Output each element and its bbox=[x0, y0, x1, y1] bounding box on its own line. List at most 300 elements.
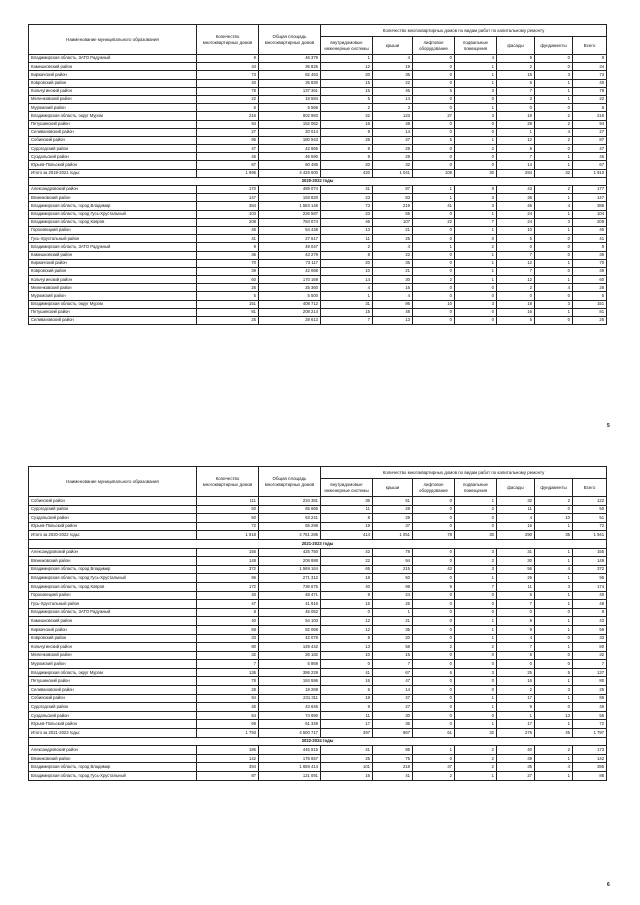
municipality-cell: Владимирская область, город Ковров bbox=[29, 582, 197, 591]
value-cell: 30 bbox=[497, 557, 535, 566]
value-cell: 27 bbox=[373, 703, 413, 712]
value-cell: 216 bbox=[197, 112, 259, 120]
table-row bbox=[29, 259, 607, 267]
table-body-page-6 bbox=[29, 497, 607, 781]
value-cell: 56 bbox=[497, 565, 535, 574]
value-cell: 967 bbox=[373, 729, 413, 738]
value-cell: 4 bbox=[535, 202, 573, 210]
value-cell: 32 bbox=[373, 161, 413, 169]
municipality-cell: Петушинский район bbox=[29, 677, 197, 686]
value-cell: 386 bbox=[573, 202, 607, 210]
value-cell: 0 bbox=[535, 104, 573, 112]
value-cell: 0 bbox=[535, 317, 573, 325]
value-cell: 8 bbox=[321, 251, 373, 259]
value-cell: 1 bbox=[455, 694, 497, 703]
table-row bbox=[29, 763, 607, 772]
value-cell: 36 bbox=[573, 251, 607, 259]
value-cell: 0 bbox=[455, 292, 497, 300]
value-cell: 12 bbox=[321, 617, 373, 626]
value-cell: 13 bbox=[373, 317, 413, 325]
value-cell: 20 bbox=[321, 259, 373, 267]
value-cell: 136 bbox=[197, 668, 259, 677]
value-cell: 25 bbox=[321, 136, 373, 144]
value-cell: 142 bbox=[573, 754, 607, 763]
table-row bbox=[29, 218, 607, 226]
value-cell: 0 bbox=[535, 243, 573, 251]
value-cell: 1 bbox=[455, 574, 497, 583]
value-cell: 155 bbox=[197, 548, 259, 557]
value-cell: 40 bbox=[573, 79, 607, 87]
value-cell: 6 bbox=[573, 104, 607, 112]
municipality-cell: Селивановский район bbox=[29, 128, 197, 136]
value-cell: 0 bbox=[413, 634, 455, 643]
value-cell: 20 bbox=[373, 634, 413, 643]
value-cell: 73 bbox=[321, 202, 373, 210]
value-cell: 31 bbox=[497, 548, 535, 557]
value-cell: 47 bbox=[197, 145, 259, 153]
value-cell: 32 bbox=[455, 729, 497, 738]
municipality-cell: Владимирская область, округ Муром bbox=[29, 300, 197, 308]
value-cell: 4 bbox=[535, 128, 573, 136]
table-row bbox=[29, 202, 607, 210]
value-cell: 2 bbox=[535, 112, 573, 120]
value-cell: 25 bbox=[321, 754, 373, 763]
value-cell: 0 bbox=[455, 128, 497, 136]
table-row bbox=[29, 548, 607, 557]
table-row bbox=[29, 514, 607, 523]
value-cell: 16 bbox=[497, 677, 535, 686]
value-cell: 36 bbox=[373, 720, 413, 729]
value-cell: 47 bbox=[573, 145, 607, 153]
value-cell: 1 bbox=[497, 128, 535, 136]
value-cell: 1 bbox=[455, 497, 497, 506]
value-cell: 3 bbox=[535, 71, 573, 79]
value-cell: 9 bbox=[413, 582, 455, 591]
table-row bbox=[29, 677, 607, 686]
value-cell: 18 bbox=[497, 300, 535, 308]
header-basements: подвальные помещения bbox=[455, 37, 497, 55]
table-row bbox=[29, 186, 607, 194]
value-cell: 54 103 bbox=[259, 617, 321, 626]
value-cell: 5 bbox=[413, 136, 455, 144]
value-cell: 0 bbox=[455, 677, 497, 686]
value-cell: 36 bbox=[373, 259, 413, 267]
value-cell: 9 bbox=[197, 243, 259, 251]
value-cell: 7 bbox=[497, 600, 535, 609]
value-cell: 6 bbox=[197, 104, 259, 112]
value-cell: 1 bbox=[535, 276, 573, 284]
value-cell: 0 bbox=[535, 651, 573, 660]
header-area: Общая площадь многоквартирных домов bbox=[259, 25, 321, 55]
value-cell: 6 bbox=[321, 686, 373, 695]
municipality-cell: Камешковский район bbox=[29, 251, 197, 259]
value-cell: 46 379 bbox=[259, 55, 321, 63]
value-cell: 16 bbox=[321, 677, 373, 686]
value-cell: 24 bbox=[497, 218, 535, 226]
value-cell: 1 bbox=[535, 161, 573, 169]
value-cell: 0 bbox=[413, 71, 455, 79]
value-cell: 0 bbox=[497, 660, 535, 669]
value-cell: 78 bbox=[197, 677, 259, 686]
value-cell: 10 bbox=[321, 267, 373, 275]
value-cell: 43 bbox=[573, 617, 607, 626]
value-cell: 0 bbox=[413, 617, 455, 626]
value-cell: 40 bbox=[197, 79, 259, 87]
value-cell: 6 bbox=[497, 591, 535, 600]
value-cell: 0 bbox=[455, 284, 497, 292]
value-cell: 8 bbox=[197, 608, 259, 617]
value-cell: 8 bbox=[321, 514, 373, 523]
value-cell: 27 bbox=[413, 112, 455, 120]
section-label: 2022-2024 годы bbox=[29, 737, 607, 746]
table-row bbox=[29, 292, 607, 300]
value-cell: 3 bbox=[455, 112, 497, 120]
value-cell: 25 bbox=[573, 317, 607, 325]
value-cell: 29 bbox=[373, 145, 413, 153]
municipality-cell: Гусь-Хрустальный район bbox=[29, 235, 197, 243]
value-cell: 40 bbox=[197, 591, 259, 600]
table-row bbox=[29, 772, 607, 781]
value-cell: 231 311 bbox=[259, 694, 321, 703]
value-cell: 27 bbox=[197, 128, 259, 136]
value-cell: 208 214 bbox=[259, 308, 321, 316]
value-cell: 20 bbox=[321, 161, 373, 169]
value-cell: 46 bbox=[373, 87, 413, 95]
value-cell: 1 041 bbox=[373, 169, 413, 177]
value-cell: 32 bbox=[497, 497, 535, 506]
value-cell: 7 bbox=[321, 317, 373, 325]
value-cell: 55 bbox=[573, 711, 607, 720]
value-cell: 25 bbox=[497, 668, 535, 677]
value-cell: 19 bbox=[497, 112, 535, 120]
value-cell: 736 675 bbox=[259, 582, 321, 591]
value-cell: 0 bbox=[535, 608, 573, 617]
value-cell: 0 bbox=[535, 660, 573, 669]
value-cell: 9 bbox=[321, 591, 373, 600]
value-cell: 0 bbox=[413, 660, 455, 669]
value-cell: 8 bbox=[321, 145, 373, 153]
value-cell: 2 bbox=[535, 746, 573, 755]
municipality-cell: Камешковский район bbox=[29, 617, 197, 626]
value-cell: 0 bbox=[413, 128, 455, 136]
value-cell: 12 bbox=[497, 276, 535, 284]
value-cell: 27 bbox=[497, 772, 535, 781]
municipality-cell: Владимирская область, ЗАТО Радужный bbox=[29, 243, 197, 251]
value-cell: 0 bbox=[413, 161, 455, 169]
value-cell: 5 566 bbox=[259, 104, 321, 112]
value-cell: 83 bbox=[373, 194, 413, 202]
value-cell: 40 bbox=[573, 591, 607, 600]
value-cell: 193 820 bbox=[259, 194, 321, 202]
value-cell: 1 bbox=[535, 574, 573, 583]
value-cell: 78 bbox=[573, 87, 607, 95]
value-cell: 1 bbox=[455, 720, 497, 729]
table-row bbox=[29, 617, 607, 626]
value-cell: 16 bbox=[497, 308, 535, 316]
table-row bbox=[29, 711, 607, 720]
municipality-cell: Гороховецкий район bbox=[29, 591, 197, 600]
section-row bbox=[29, 177, 607, 185]
value-cell: 1 918 bbox=[197, 531, 259, 540]
value-cell: 17 bbox=[497, 720, 535, 729]
value-cell: 37 bbox=[373, 522, 413, 531]
table-row bbox=[29, 251, 607, 259]
value-cell: 3 bbox=[535, 686, 573, 695]
table-row bbox=[29, 63, 607, 71]
value-cell: 215 bbox=[373, 565, 413, 574]
value-cell: 1 bbox=[535, 643, 573, 652]
value-cell: 16 bbox=[321, 87, 373, 95]
value-cell: 78 bbox=[373, 548, 413, 557]
value-cell: 0 bbox=[497, 104, 535, 112]
table-row bbox=[29, 505, 607, 514]
value-cell: 0 bbox=[413, 308, 455, 316]
municipality-cell: Владимирская область, округ Муром bbox=[29, 112, 197, 120]
value-cell: 11 bbox=[497, 505, 535, 514]
value-cell: 22 bbox=[321, 557, 373, 566]
value-cell: 149 bbox=[573, 557, 607, 566]
value-cell: 36 bbox=[373, 71, 413, 79]
value-cell: 2 bbox=[497, 686, 535, 695]
value-cell: 47 bbox=[197, 600, 259, 609]
table-row bbox=[29, 243, 607, 251]
municipality-cell: Киржачский район bbox=[29, 259, 197, 267]
value-cell: 104 bbox=[573, 210, 607, 218]
value-cell: 10 bbox=[321, 651, 373, 660]
value-cell: 42 bbox=[321, 112, 373, 120]
value-cell: 40 bbox=[497, 746, 535, 755]
value-cell: 9 bbox=[573, 55, 607, 63]
value-cell: 2 bbox=[497, 63, 535, 71]
value-cell: 177 bbox=[573, 186, 607, 194]
municipality-cell: Кольчугинский район bbox=[29, 643, 197, 652]
value-cell: 39 bbox=[497, 754, 535, 763]
value-cell: 8 bbox=[573, 608, 607, 617]
value-cell: 149 442 bbox=[259, 643, 321, 652]
value-cell: 8 bbox=[321, 634, 373, 643]
value-cell: 25 bbox=[373, 235, 413, 243]
value-cell: 96 bbox=[197, 574, 259, 583]
value-cell: 11 bbox=[321, 505, 373, 514]
value-cell: 98 bbox=[373, 582, 413, 591]
value-cell: 3 bbox=[455, 300, 497, 308]
table-row bbox=[29, 112, 607, 120]
value-cell: 0 bbox=[497, 608, 535, 617]
value-cell: 2 bbox=[321, 243, 373, 251]
value-cell: 1 bbox=[535, 754, 573, 763]
value-cell: 151 bbox=[197, 300, 259, 308]
municipality-cell: Собинский район bbox=[29, 136, 197, 144]
value-cell: 2 bbox=[535, 120, 573, 128]
value-cell: 155 bbox=[573, 548, 607, 557]
value-cell: 1 bbox=[455, 259, 497, 267]
value-cell: 5 bbox=[535, 668, 573, 677]
value-cell: 3 bbox=[497, 95, 535, 103]
municipality-cell: Суздальский район bbox=[29, 514, 197, 523]
value-cell: 0 bbox=[455, 600, 497, 609]
value-cell: 180 943 bbox=[259, 136, 321, 144]
value-cell: 5 bbox=[573, 292, 607, 300]
table-row bbox=[29, 651, 607, 660]
table-row bbox=[29, 55, 607, 63]
value-cell: 69 bbox=[197, 720, 259, 729]
value-cell: 0 bbox=[413, 63, 455, 71]
value-cell: 1 bbox=[455, 136, 497, 144]
value-cell: 386 229 bbox=[259, 668, 321, 677]
value-cell: 18 269 bbox=[259, 686, 321, 695]
value-cell: 43 645 bbox=[259, 703, 321, 712]
page-number-5: 5 bbox=[607, 423, 610, 429]
value-cell: 1 bbox=[535, 694, 573, 703]
value-cell: 19 bbox=[321, 694, 373, 703]
value-cell: 50 bbox=[197, 505, 259, 514]
header-count: Количество многоквартирных домов bbox=[197, 25, 259, 55]
value-cell: 208 bbox=[197, 218, 259, 226]
value-cell: 109 bbox=[413, 169, 455, 177]
value-cell: 35 bbox=[497, 763, 535, 772]
table-row bbox=[29, 308, 607, 316]
value-cell: 87 bbox=[573, 136, 607, 144]
value-cell: 60 bbox=[197, 276, 259, 284]
value-cell: 35 bbox=[373, 625, 413, 634]
municipality-cell: Киржачский район bbox=[29, 625, 197, 634]
value-cell: 33 bbox=[573, 634, 607, 643]
table-row bbox=[29, 169, 607, 177]
value-cell: 4 500 717 bbox=[259, 729, 321, 738]
value-cell: 15 bbox=[321, 79, 373, 87]
value-cell: 63 241 bbox=[259, 514, 321, 523]
value-cell: 13 bbox=[321, 226, 373, 234]
value-cell: 1 bbox=[535, 625, 573, 634]
header-total: Всего bbox=[573, 37, 607, 55]
value-cell: 1 569 164 bbox=[259, 565, 321, 574]
value-cell: 22 bbox=[373, 79, 413, 87]
value-cell: 3 bbox=[455, 565, 497, 574]
table-row bbox=[29, 522, 607, 531]
value-cell: 5 bbox=[497, 317, 535, 325]
value-cell: 74 690 bbox=[259, 711, 321, 720]
value-cell: 7 bbox=[497, 643, 535, 652]
value-cell: 48 bbox=[373, 120, 413, 128]
table-row bbox=[29, 720, 607, 729]
value-cell: 42 bbox=[321, 548, 373, 557]
value-cell: 46 bbox=[497, 202, 535, 210]
value-cell: 4 bbox=[497, 634, 535, 643]
value-cell: 0 bbox=[535, 703, 573, 712]
table-row bbox=[29, 668, 607, 677]
municipality-cell: Меленковский район bbox=[29, 95, 197, 103]
value-cell: 2 bbox=[455, 754, 497, 763]
table-row bbox=[29, 591, 607, 600]
value-cell: 1 bbox=[455, 703, 497, 712]
value-cell: 4 751 285 bbox=[259, 531, 321, 540]
value-cell: 218 bbox=[373, 763, 413, 772]
municipality-cell: Итого за 2019-2021 годы: bbox=[29, 169, 197, 177]
value-cell: 1 bbox=[373, 608, 413, 617]
value-cell: 41 bbox=[197, 235, 259, 243]
header-total: Всего bbox=[573, 479, 607, 497]
value-cell: 70 bbox=[197, 259, 259, 267]
value-cell: 94 bbox=[573, 120, 607, 128]
value-cell: 45 052 bbox=[259, 608, 321, 617]
value-cell: 174 bbox=[573, 582, 607, 591]
value-cell: 9 bbox=[321, 153, 373, 161]
municipality-cell: Суздальский район bbox=[29, 153, 197, 161]
municipality-cell: Судогодский район bbox=[29, 505, 197, 514]
value-cell: 47 bbox=[373, 677, 413, 686]
value-cell: 59 bbox=[573, 625, 607, 634]
value-cell: 1 793 bbox=[197, 729, 259, 738]
value-cell: 20 bbox=[321, 71, 373, 79]
value-cell: 72 bbox=[197, 522, 259, 531]
value-cell: 32 bbox=[535, 169, 573, 177]
value-cell: 43 279 bbox=[259, 251, 321, 259]
value-cell: 0 bbox=[413, 608, 455, 617]
value-cell: 46 bbox=[573, 703, 607, 712]
value-cell: 45 bbox=[573, 153, 607, 161]
municipality-cell: Кольчугинский район bbox=[29, 87, 197, 95]
value-cell: 7 bbox=[497, 87, 535, 95]
value-cell: 1 bbox=[497, 711, 535, 720]
value-cell: 23 bbox=[321, 210, 373, 218]
value-cell: 1 bbox=[455, 63, 497, 71]
value-cell: 1 bbox=[455, 267, 497, 275]
value-cell: 0 bbox=[413, 317, 455, 325]
municipality-cell: Владимирская область, город Гусь-Хрустальный bbox=[29, 210, 197, 218]
value-cell: 15 bbox=[497, 71, 535, 79]
table-body-page-5 bbox=[29, 55, 607, 325]
value-cell: 186 bbox=[197, 746, 259, 755]
value-cell: 0 bbox=[413, 292, 455, 300]
value-cell: 0 bbox=[455, 308, 497, 316]
value-cell: 12 bbox=[497, 136, 535, 144]
value-cell: 0 bbox=[535, 145, 573, 153]
value-cell: 28 613 bbox=[259, 317, 321, 325]
table-row bbox=[29, 194, 607, 202]
value-cell: 46 bbox=[197, 703, 259, 712]
value-cell: 59 bbox=[197, 625, 259, 634]
header-works-group: Количество многоквартирных домов по видам работ по капитальному ремонту bbox=[321, 25, 607, 37]
municipality-cell: Владимирская область, город Владимир bbox=[29, 202, 197, 210]
municipality-cell: Ковровский район bbox=[29, 267, 197, 275]
value-cell: 46 590 bbox=[259, 153, 321, 161]
value-cell: 41 916 bbox=[259, 600, 321, 609]
value-cell: 1 bbox=[535, 677, 573, 686]
table-row bbox=[29, 565, 607, 574]
value-cell: 5 bbox=[413, 87, 455, 95]
value-cell: 1 bbox=[413, 243, 455, 251]
table-row bbox=[29, 531, 607, 540]
value-cell: 34 bbox=[573, 63, 607, 71]
value-cell: 2 bbox=[455, 505, 497, 514]
value-cell: 18 584 bbox=[259, 95, 321, 103]
value-cell: 47 bbox=[373, 136, 413, 144]
value-cell: 1 bbox=[535, 617, 573, 626]
value-cell: 0 bbox=[413, 104, 455, 112]
value-cell: 6 bbox=[413, 668, 455, 677]
value-cell: 21 bbox=[373, 267, 413, 275]
value-cell: 0 bbox=[413, 625, 455, 634]
value-cell: 0 bbox=[535, 251, 573, 259]
value-cell: 0 bbox=[413, 694, 455, 703]
value-cell: 16 bbox=[321, 120, 373, 128]
value-cell: 3 bbox=[455, 87, 497, 95]
value-cell: 61 349 bbox=[259, 720, 321, 729]
value-cell: 271 312 bbox=[259, 574, 321, 583]
table-row bbox=[29, 497, 607, 506]
value-cell: 147 bbox=[197, 194, 259, 202]
value-cell: 1 bbox=[321, 55, 373, 63]
